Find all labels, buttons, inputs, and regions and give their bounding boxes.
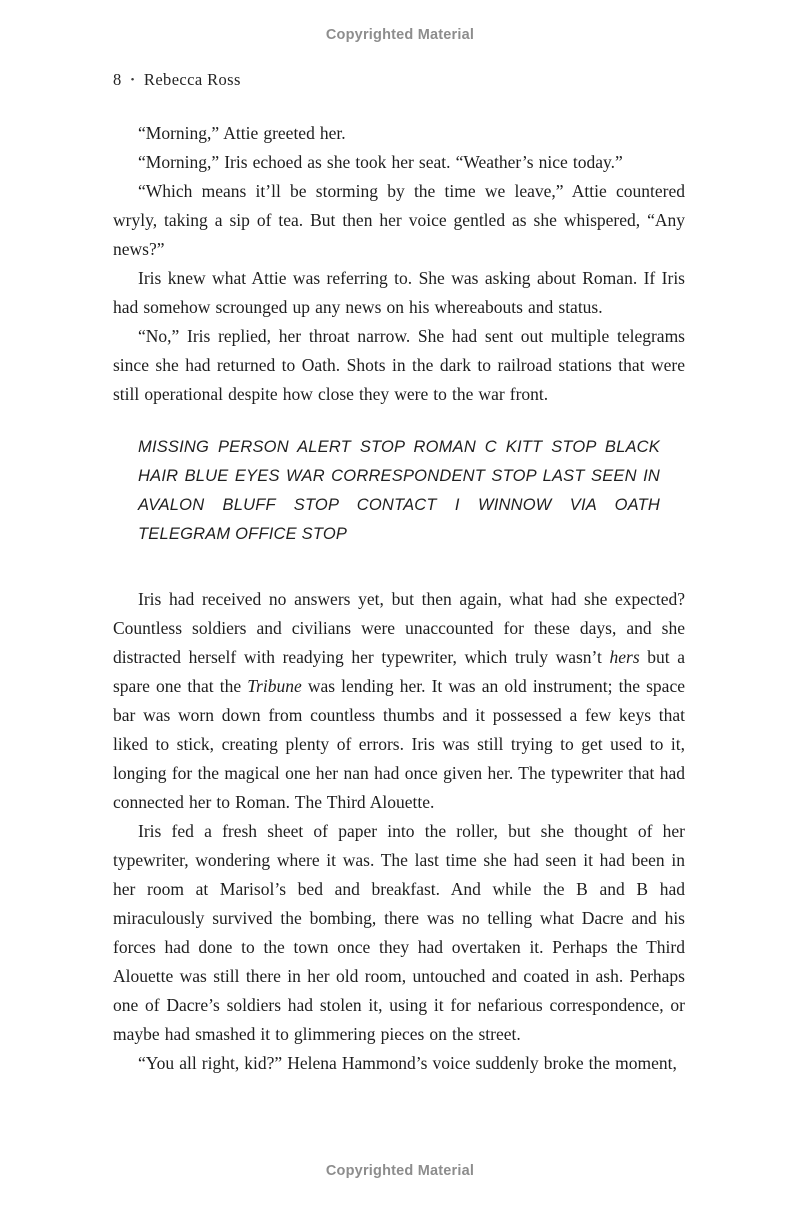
- body-text-upper: [113, 119, 685, 409]
- paragraph: “Morning,” Attie greeted her.: [138, 123, 346, 143]
- paragraph: [113, 585, 685, 817]
- telegram-block: [113, 433, 685, 549]
- paragraph-segment-italic: Tribune: [247, 676, 302, 696]
- paragraph: “You all right, kid?” Helena Hammond’s voice suddenly broke the moment,: [138, 1053, 677, 1073]
- paragraph-segment: but a spare one that the: [113, 647, 685, 696]
- paragraph-segment: Iris had received no answers yet, but then again, what had she expected? Countless soldiers and civilians were unaccounted for these days, and she distracted herself with readying her typewriter, which truly wasn’t: [113, 589, 685, 667]
- paragraph-segment-italic: hers: [609, 647, 640, 667]
- page-header: [113, 70, 241, 90]
- paragraph: Iris knew what Attie was referring to. She was asking about Roman. If Iris had somehow scrounged up any news on his whereabouts and status.: [113, 268, 685, 317]
- page-number: 8: [113, 70, 122, 89]
- body-text-lower: [113, 585, 685, 1078]
- copyright-banner-top: Copyrighted Material: [325, 27, 475, 43]
- paragraph-segment: was lending her. It was an old instrument; the space bar was worn down from countless thumbs and it possessed a few keys that liked to stick, creating plenty of errors. Iris was still trying to get used to it, longing for the magical one her nan had once given her. The typewriter that had connected her to Roman. The Third Alouette.: [113, 676, 685, 812]
- paragraph: “Morning,” Iris echoed as she took her seat. “Weather’s nice today.”: [138, 152, 623, 172]
- running-head-author: Rebecca Ross: [143, 70, 241, 89]
- telegram-text: MISSING PERSON ALERT STOP ROMAN C KITT STOP BLACK HAIR BLUE EYES WAR CORRESPONDENT STOP LAST SEEN IN AVALON BLUFF STOP CONTACT I WINNOW VIA OATH TELEGRAM OFFICE STOP: [138, 438, 660, 543]
- copyright-banner-bottom: Copyrighted Material: [325, 1163, 475, 1179]
- paragraph: “No,” Iris replied, her throat narrow. She had sent out multiple telegrams since she had returned to Oath. Shots in the dark to railroad stations that were still operational despite how close they were to the war front.: [113, 326, 685, 404]
- paragraph: Iris fed a fresh sheet of paper into the roller, but she thought of her typewriter, wondering where it was. The last time she had seen it had been in her room at Marisol’s bed and breakfast. And while the B and B had miraculously survived the bombing, there was no telling what Dacre and his forces had done to the town once they had overtaken it. Perhaps the Third Alouette was still there in her old room, untouched and coated in ash. Perhaps one of Dacre’s soldiers had stolen it, using it for nefarious correspondence, or maybe had smashed it to glimmering pieces on the street.: [113, 821, 685, 1044]
- bullet-separator: •: [130, 74, 135, 86]
- paragraph: “Which means it’ll be storming by the time we leave,” Attie countered wryly, taking a sip of tea. But then her voice gentled as she whispered, “Any news?”: [113, 181, 685, 259]
